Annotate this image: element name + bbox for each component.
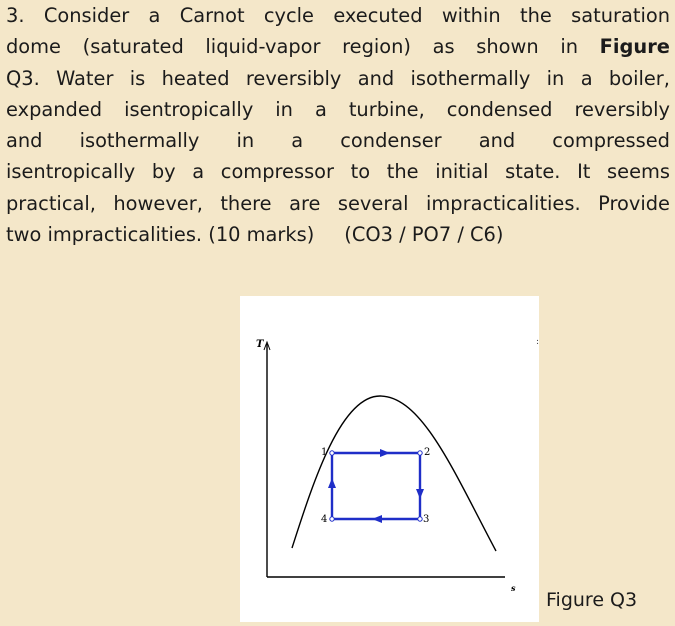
question-word: practical, (6, 191, 96, 215)
question-line-3 (6, 63, 670, 94)
question-word: a (192, 160, 205, 184)
arrow-1-2-icon (380, 449, 390, 457)
question-word: executed (333, 4, 423, 27)
figure-reference-bold: Figure (599, 35, 670, 59)
question-line-1 (6, 0, 670, 31)
question-word: and (6, 129, 43, 153)
question-word: several (337, 191, 409, 215)
question-word: turbine, (348, 97, 425, 121)
state-point-1 (330, 451, 334, 455)
state-point-3 (418, 517, 422, 521)
question-word: condensed (446, 97, 553, 121)
question-word: compressed (552, 129, 670, 153)
question-line-7 (6, 188, 670, 219)
question-word: isentropically (6, 160, 136, 184)
question-word: shown (476, 35, 539, 59)
question-word: as (432, 35, 455, 59)
question-word: reversibly (245, 66, 342, 90)
course-outcome-codes: (CO3 / PO7 / C6) (344, 223, 504, 247)
question-word: impracticalities. (426, 191, 581, 215)
question-word: the (519, 4, 552, 27)
question-word: there (220, 191, 272, 215)
question-word: Carnot (179, 4, 245, 27)
question-word: liquid-vapor (205, 35, 321, 59)
question-word: It (577, 160, 591, 184)
question-word: boiler, (608, 66, 670, 90)
question-word: heated (161, 66, 230, 90)
question-word: and (357, 66, 395, 90)
question-word: Provide (598, 191, 670, 215)
ts-diagram-figure (240, 296, 539, 622)
question-line-8 (6, 219, 670, 250)
question-word: within (441, 4, 501, 27)
question-word: saturation (571, 4, 670, 27)
question-word: are (289, 191, 321, 215)
question-word: condenser (340, 129, 442, 153)
arrow-3-4-icon (372, 515, 382, 523)
question-word: in (275, 97, 293, 121)
x-axis-label: s (511, 583, 516, 593)
question-word: isentropically (124, 97, 254, 121)
stray-mark: : (536, 337, 539, 347)
saturation-dome-curve (292, 396, 496, 551)
carnot-cycle (332, 453, 420, 519)
question-word: Q3. (6, 66, 40, 90)
question-word: state. (505, 160, 561, 184)
question-word: a (291, 129, 304, 153)
question-word: is (129, 66, 146, 90)
question-word: in (560, 35, 579, 59)
question-word: seems (607, 160, 670, 184)
state-label-1: 1 (321, 447, 328, 458)
y-axis-label: T (256, 339, 264, 350)
question-word: in (236, 129, 255, 153)
question-word: Consider (43, 4, 130, 27)
question-word: compressor (220, 160, 335, 184)
state-point-4 (330, 517, 334, 521)
arrow-4-1-icon (328, 478, 336, 488)
question-word: and (478, 129, 516, 153)
question-word: initial (435, 160, 489, 184)
question-line-2 (6, 31, 670, 62)
state-label-4: 4 (321, 514, 328, 525)
question-word: dome (6, 35, 61, 59)
question-word: however, (113, 191, 203, 215)
question-word: a (148, 4, 161, 27)
arrow-2-3-icon (416, 489, 424, 499)
question-word: (saturated (82, 35, 184, 59)
question-last-line-text: two impracticalities. (10 marks) (6, 223, 315, 247)
question-word: cycle (263, 4, 314, 27)
question-word: the (386, 160, 419, 184)
question-word: a (580, 66, 593, 90)
question-word: 3. (6, 4, 25, 27)
question-word: reversibly (574, 97, 670, 121)
question-line-4 (6, 94, 670, 125)
figure-caption: Figure Q3 (546, 589, 638, 611)
question-word: by (151, 160, 176, 184)
question-word: isothermally (410, 66, 531, 90)
state-label-3: 3 (423, 514, 430, 525)
question-word: Water (56, 66, 114, 90)
ts-diagram (240, 296, 539, 622)
state-point-2 (418, 451, 422, 455)
question-word: to (350, 160, 371, 184)
question-word: isothermally (79, 129, 200, 153)
question-line-5 (6, 125, 670, 156)
question-text (6, 0, 670, 250)
state-label-2: 2 (424, 447, 431, 458)
question-word: a (314, 97, 327, 121)
question-word: expanded (6, 97, 103, 121)
question-word: in (546, 66, 565, 90)
question-line-6 (6, 156, 670, 187)
question-word: region) (342, 35, 411, 59)
